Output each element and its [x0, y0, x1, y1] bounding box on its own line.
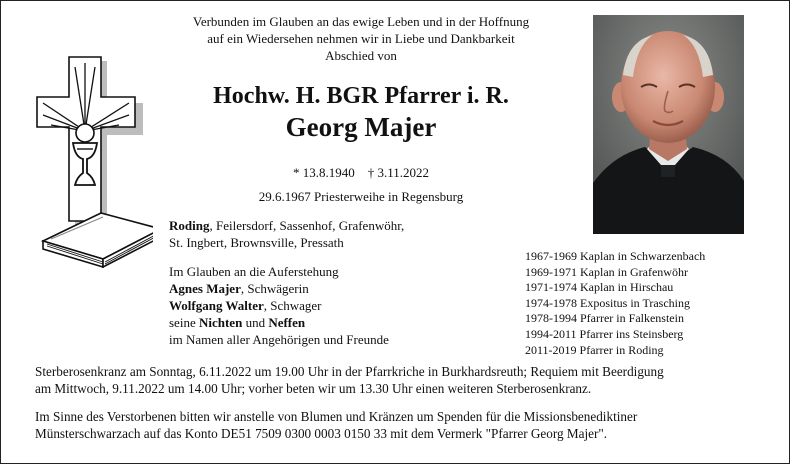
rosary-line: am Mittwoch, 9.11.2022 um 14.00 Uhr; vorher beten wir um 13.30 Uhr einen weiteren Sterberosenkranz.	[35, 381, 592, 396]
birth-death-line	[181, 164, 541, 182]
intro-line: Verbunden im Glauben an das ewige Leben und in der Hoffnung	[192, 14, 530, 29]
town-name: Roding	[169, 218, 210, 233]
mourner-name: Nichten	[198, 315, 243, 330]
donation-line: Im Sinne des Verstorbenen bitten wir anstelle von Blumen und Kränzen um Spenden für die Missionsbenediktiner	[35, 409, 638, 424]
portrait-photo	[593, 15, 744, 234]
mourners-closing: im Namen aller Angehörigen und Freunde	[169, 332, 389, 347]
places-rest: , Feilersdorf, Sassenhof, Grafenwöhr,	[209, 218, 405, 233]
mourner	[169, 314, 389, 331]
mourner-name: Neffen	[268, 315, 306, 330]
career-item: 1967-1969 Kaplan in Schwarzenbach	[525, 249, 706, 263]
career-item: 1994-2011 Pfarrer ins Steinsberg	[525, 326, 684, 341]
ordination-date: 29.6.1967 Priesterweihe in Regensburg	[258, 189, 464, 204]
places-line	[169, 217, 404, 234]
mourner-relation: , Schwägerin	[240, 281, 309, 296]
intro-text	[121, 13, 601, 64]
mourner	[169, 280, 389, 297]
rosary-paragraph	[35, 363, 765, 397]
mourner-prefix: seine	[169, 315, 199, 330]
career-item: 1971-1974 Kaplan in Hirschau	[525, 280, 674, 295]
mourners	[169, 263, 389, 348]
mourner-conjunction: und	[242, 315, 269, 330]
intro-line: auf ein Wiedersehen nehmen wir in Liebe und Dankbarkeit	[207, 31, 515, 46]
donation-line: Münsterschwarzach auf das Konto DE51 7509 0300 0003 0150 33 mit dem Vermerk "Pfarrer Georg Majer".	[35, 426, 608, 441]
career-item: 1974-1978 Expositus in Trasching	[525, 295, 691, 310]
mourner-name: Wolfgang Walter	[169, 298, 264, 313]
places-line: St. Ingbert, Brownsville, Pressath	[169, 235, 344, 250]
places-list	[169, 217, 404, 251]
cross-chalice-book-icon	[31, 53, 153, 268]
birth-date: * 13.8.1940	[292, 165, 355, 180]
mourner-relation: , Schwager	[263, 298, 322, 313]
deceased-name: Georg Majer	[285, 112, 437, 142]
mourner	[169, 297, 389, 314]
death-date: † 3.11.2022	[367, 165, 430, 180]
career-item: 1978-1994 Pfarrer in Falkenstein	[525, 311, 684, 326]
mourner-name: Agnes Majer	[169, 281, 241, 296]
mourners-intro: Im Glauben an die Auferstehung	[169, 264, 339, 279]
intro-line: Abschied von	[325, 48, 397, 63]
donation-paragraph	[35, 408, 765, 442]
rosary-line: Sterberosenkranz am Sonntag, 6.11.2022 um 19.00 Uhr in der Pfarrkriche in Burkhardsreuth; Requiem mit Beerdigung	[35, 364, 664, 379]
career-item: 2011-2019 Pfarrer in Roding	[525, 342, 664, 357]
clerical-title: Hochw. H. BGR Pfarrer i. R.	[213, 83, 509, 109]
life-dates	[181, 164, 541, 206]
career-item: 1969-1971 Kaplan in Grafenwöhr	[525, 264, 688, 279]
career-list	[525, 249, 705, 358]
portrait-illustration	[593, 15, 744, 234]
